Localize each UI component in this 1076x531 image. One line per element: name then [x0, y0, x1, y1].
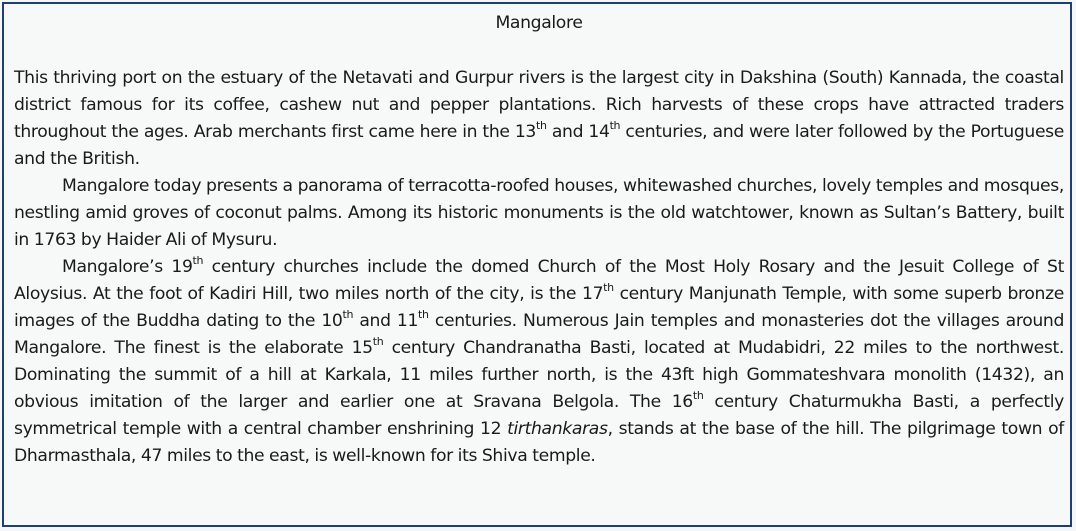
superscript: th: [609, 119, 621, 133]
document-frame: [2, 2, 1072, 527]
paragraph-3-text-a: Mangalore’s 19: [62, 257, 193, 277]
superscript: th: [418, 308, 429, 322]
paragraph-1-text-b: and 14: [546, 122, 610, 142]
superscript: th: [536, 119, 547, 133]
superscript: th: [342, 308, 354, 322]
paragraph-3-text-e: centuries. Numerous Jain temples and monasteries dot the villages around Mangalore. The finest is the elaborate 15: [14, 311, 1065, 358]
paragraph-2: Mangalore today presents a panorama of terracotta-roofed houses, whitewashed churches, lovely temples and mosques, nestling amid groves of coconut palms. Among its historic monuments is the old watchtower, known as Sultan’s Battery, built in 1763 by Haider Ali of Mysuru.: [14, 176, 1064, 250]
paragraph-1-text-a: This thriving port on the estuary of the Netavati and Gurpur rivers is the largest city in Dakshina (South) Kannada, the coastal district famous for its coffee, cashew nut and pepper plantations. Rich harvests of these crops have attracted traders throughout the ages. Arab merchants first came here in the 13: [14, 68, 1064, 142]
italic-term: tirthankaras: [507, 419, 608, 439]
superscript: th: [372, 335, 384, 349]
superscript: th: [603, 281, 614, 295]
paragraph-3: [14, 254, 1064, 470]
paragraph-3-text-b: century churches include the domed Church of the Most Holy Rosary and the Jesuit College of St Aloysius. At the foot of Kadiri Hill, two miles north of the city, is the 17: [14, 257, 1064, 304]
page-title: Mangalore: [495, 13, 583, 33]
paragraph-3-text-g: century Chaturmukha Basti, a perfectly symmetrical temple with a central chamber enshrining 12: [14, 392, 1064, 439]
superscript: th: [692, 389, 704, 403]
paragraph-3-text-d: and 11: [353, 311, 419, 331]
paragraph-3-text-h: , stands at the base of the hill. The pilgrimage town of Dharmasthala, 47 miles to the east, is well-known for its Shiva temple.: [14, 419, 1064, 466]
superscript: th: [192, 254, 204, 268]
paragraph-1: [14, 65, 1064, 173]
paragraph-3-text-c: century Manjunath Temple, with some superb bronze images of the Buddha dating to the 10: [14, 284, 1064, 331]
paragraph-1-text-c: centuries, and were later followed by the Portuguese and the British.: [14, 122, 1064, 169]
document-body: [14, 10, 1064, 470]
paragraph-3-text-f: century Chandranatha Basti, located at Mudabidri, 22 miles to the northwest. Dominating the summit of a hill at Karkala, 11 miles further north, is the 43ft high Gommateshvara monolith (1432), an obvious imitation of the larger and earlier one at Sravana Belgola. The 16: [14, 338, 1065, 412]
